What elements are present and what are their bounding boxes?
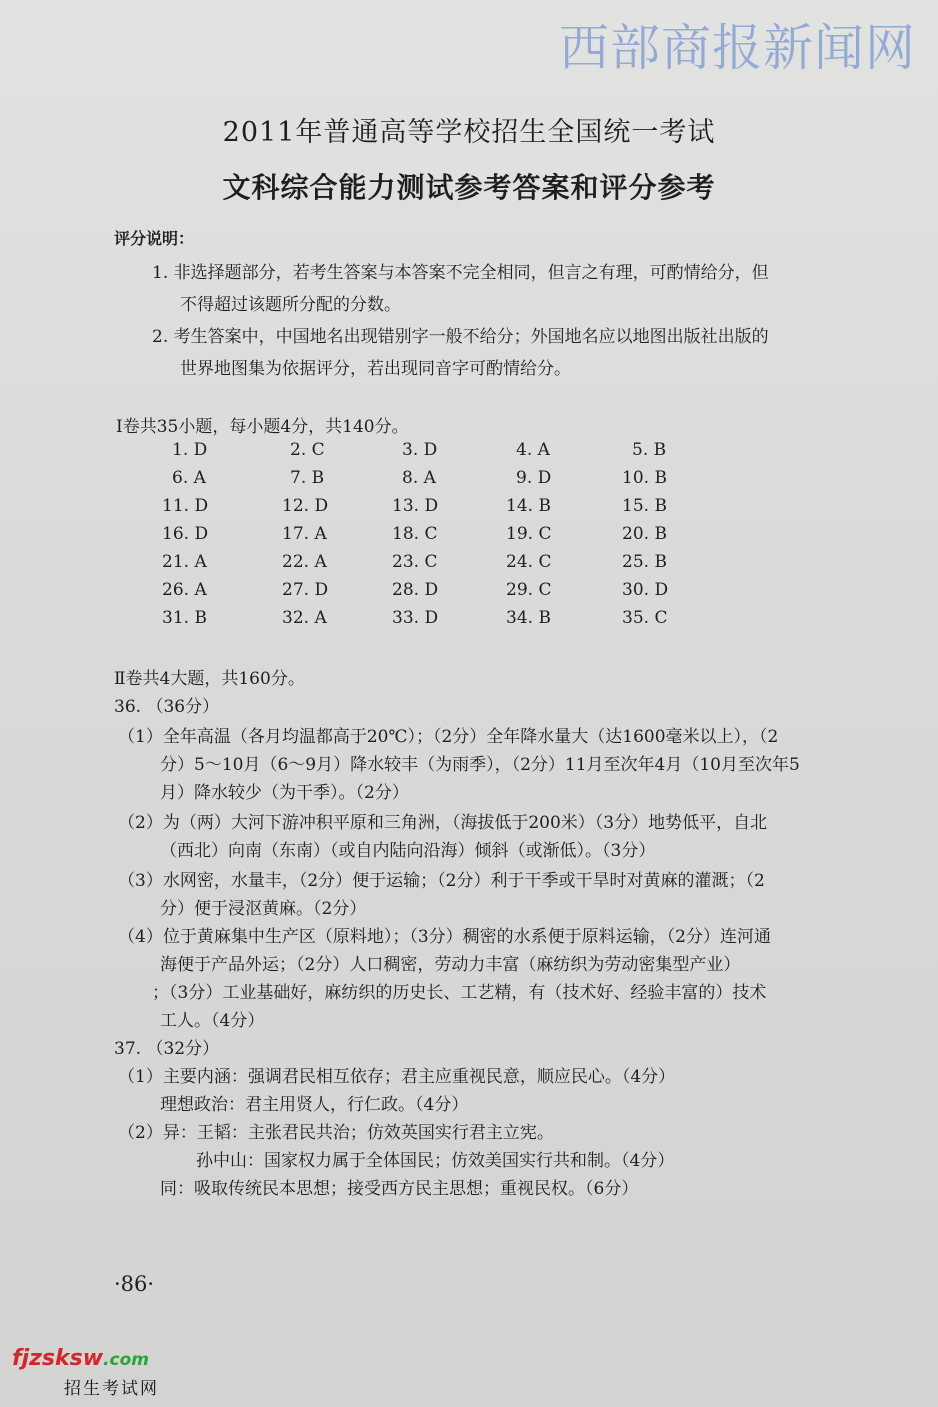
answer-item: 8. A <box>402 468 436 488</box>
answer-line: ；（3分）工业基础好，麻纺织的历史长、工艺精，有（技术好、经验丰富的）技术 <box>152 983 767 1003</box>
answer-item: 24. C <box>506 552 552 572</box>
answer-item: 28. D <box>392 580 439 600</box>
answer-line: 分）便于浸沤黄麻。（2分） <box>160 899 367 919</box>
answer-line: 同：吸取传统民本思想；接受西方民主思想；重视民权。（6分） <box>160 1179 639 1199</box>
answer-item: 26. A <box>162 580 207 600</box>
answer-line: （西北）向南（东南）（或自内陆向沿海）倾斜（或渐低）。（3分） <box>160 841 656 861</box>
answer-item: 14. B <box>506 496 551 516</box>
question-number: 37. （32分） <box>114 1039 220 1059</box>
answer-item: 17. A <box>282 524 327 544</box>
answer-item: 2. C <box>290 440 325 460</box>
answer-item: 27. D <box>282 580 329 600</box>
answer-item: 16. D <box>162 524 209 544</box>
watermark: 西部商报新闻网 <box>559 19 916 77</box>
answer-item: 13. D <box>392 496 439 516</box>
notes-heading: 评分说明： <box>114 229 195 248</box>
note-line: 2. 考生答案中，中国地名出现错别字一般不给分；外国地名应以地图出版社出版的 <box>152 327 769 347</box>
answer-item: 34. B <box>506 608 551 628</box>
answer-line: （1）主要内涵：强调君民相互依存；君主应重视民意，顺应民心。（4分） <box>118 1067 676 1087</box>
note-line: 1. 非选择题部分，若考生答案与本答案不完全相同，但言之有理，可酌情给分，但 <box>152 263 769 283</box>
answer-line: （2）异：王韬：主张君民共治；仿效英国实行君主立宪。 <box>118 1123 554 1143</box>
answer-item: 32. A <box>282 608 327 628</box>
answer-item: 9. D <box>516 468 552 488</box>
logo-text: fjzsksw <box>12 1346 104 1371</box>
answer-item: 19. C <box>506 524 552 544</box>
answer-item: 33. D <box>392 608 439 628</box>
site-logo[interactable] <box>12 1346 149 1371</box>
answer-item: 31. B <box>162 608 207 628</box>
part2-heading: Ⅱ卷共4大题，共160分。 <box>114 669 305 689</box>
page-number: ·86· <box>114 1272 155 1296</box>
answer-line: （3）水网密，水量丰，（2分）便于运输；（2分）利于干季或干旱时对黄麻的灌溉；（2 <box>118 871 765 891</box>
answer-item: 22. A <box>282 552 327 572</box>
answer-line: （2）为（两）大河下游冲积平原和三角洲，（海拔低于200米）（3分）地势低平，自北 <box>118 813 768 833</box>
page-subtitle: 文科综合能力测试参考答案和评分参考 <box>222 171 716 204</box>
answer-item: 23. C <box>392 552 438 572</box>
answer-item: 6. A <box>172 468 206 488</box>
answer-item: 11. D <box>162 496 209 516</box>
answer-item: 4. A <box>516 440 550 460</box>
answer-line: 工人。（4分） <box>160 1011 265 1031</box>
note-line: 不得超过该题所分配的分数。 <box>180 295 401 315</box>
answer-line: （1）全年高温（各月均温都高于20℃）；（2分）全年降水量大（达1600毫米以上），（2 <box>118 727 779 747</box>
answer-item: 3. D <box>402 440 438 460</box>
answer-item: 25. B <box>622 552 667 572</box>
answer-item: 10. B <box>622 468 667 488</box>
answer-line: 孙中山：国家权力属于全体国民；仿效美国实行共和制。（4分） <box>196 1151 675 1171</box>
answer-item: 18. C <box>392 524 438 544</box>
answer-item: 1. D <box>172 440 208 460</box>
answer-item: 35. C <box>622 608 668 628</box>
answer-line: 理想政治：君主用贤人，行仁政。（4分） <box>160 1095 469 1115</box>
answer-item: 7. B <box>290 468 325 488</box>
logo-subtitle: 招生考试网 <box>64 1379 159 1399</box>
answer-item: 5. B <box>632 440 667 460</box>
question-number: 36. （36分） <box>114 697 220 717</box>
answer-line: 月）降水较少（为干季）。（2分） <box>160 783 409 803</box>
answer-item: 29. C <box>506 580 552 600</box>
answer-item: 30. D <box>622 580 669 600</box>
answer-item: 21. A <box>162 552 207 572</box>
note-line: 世界地图集为依据评分，若出现同音字可酌情给分。 <box>180 359 571 379</box>
answer-line: 分）5～10月（6～9月）降水较丰（为雨季），（2分）11月至次年4月（10月至次年5 <box>160 755 800 775</box>
part1-heading: Ⅰ卷共35小题，每小题4分，共140分。 <box>116 417 409 437</box>
answer-item: 20. B <box>622 524 667 544</box>
answer-line: 海便于产品外运；（2分）人口稠密，劳动力丰富（麻纺织为劳动密集型产业） <box>160 955 741 975</box>
page-title: 2011年普通高等学校招生全国统一考试 <box>222 117 716 148</box>
answer-item: 12. D <box>282 496 329 516</box>
logo-tld: .com <box>103 1350 149 1370</box>
answer-line: （4）位于黄麻集中生产区（原料地）；（3分）稠密的水系便于原料运输，（2分）连河通 <box>118 927 771 947</box>
answer-item: 15. B <box>622 496 667 516</box>
